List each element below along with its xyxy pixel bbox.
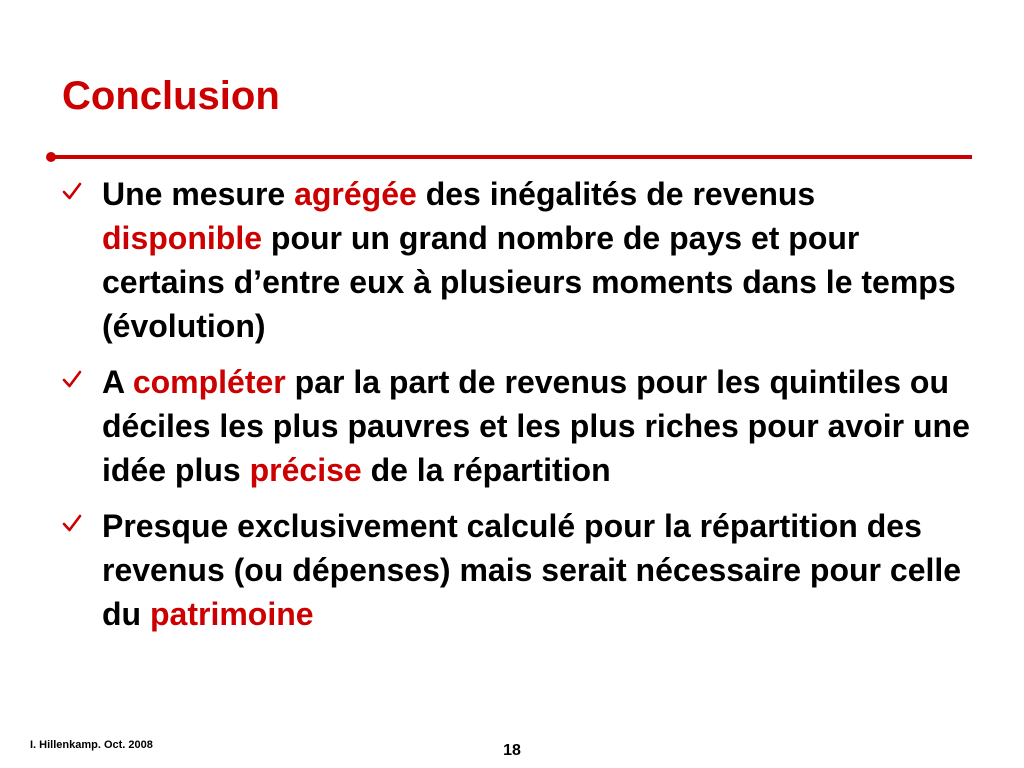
- bullet-text-plain: Une mesure: [102, 176, 295, 212]
- bullet-text-plain: par la part de revenus pour les quintiles ou déciles les plus pauvres et les plus riches pour avoir une idée plus: [102, 364, 970, 488]
- bullet-text-highlight: agrégée: [294, 176, 417, 212]
- check-mark-icon: [62, 504, 92, 548]
- check-mark-icon: [62, 172, 92, 216]
- bullet-item: [62, 504, 972, 636]
- bullet-text-plain: A: [102, 364, 133, 400]
- bullet-text-highlight: compléter: [132, 364, 286, 400]
- footer-author: I. Hillenkamp. Oct. 2008: [30, 739, 153, 751]
- bullet-text-plain: de la répartition: [361, 452, 611, 488]
- bullet-text-highlight: patrimoine: [149, 596, 314, 632]
- title-divider: [52, 155, 972, 159]
- page-number: 18: [503, 742, 521, 759]
- bullet-item: [62, 172, 972, 348]
- slide-title: Conclusion: [62, 74, 280, 118]
- check-mark-icon: [62, 360, 92, 404]
- bullet-text-plain: pour un grand nombre de pays et pour certains d’entre eux à plusieurs moments dans le temps (évolution): [102, 220, 956, 344]
- bullet-text-highlight: disponible: [102, 220, 262, 256]
- bullet-text-highlight: précise: [249, 452, 362, 488]
- bullet-list: [62, 172, 972, 648]
- bullet-text-plain: Presque exclusivement calculé pour la répartition des revenus (ou dépenses) mais serait nécessaire pour celle du: [102, 508, 962, 632]
- bullet-text-plain: des inégalités de revenus: [416, 176, 816, 212]
- bullet-item: [62, 360, 972, 492]
